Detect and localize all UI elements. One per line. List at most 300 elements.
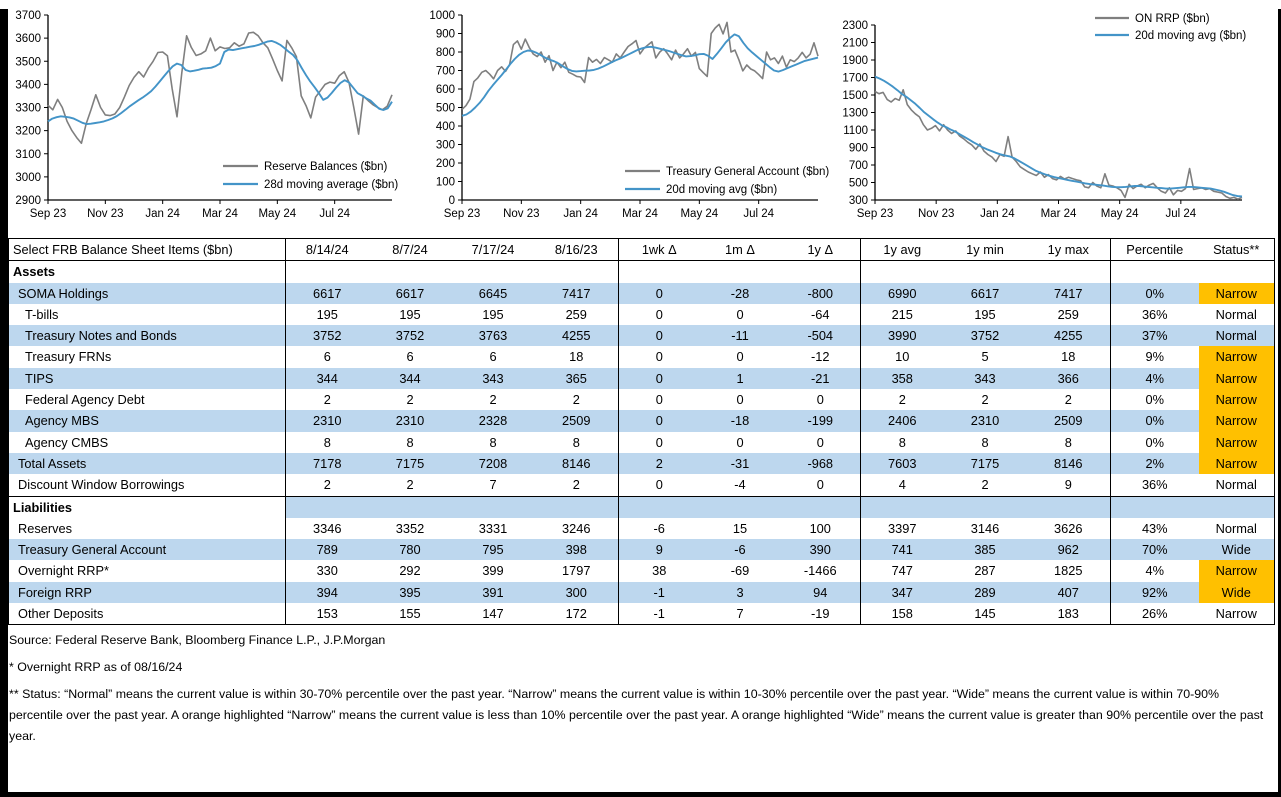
y-tick-label: 3100: [15, 148, 41, 161]
y-tick-label: 600: [435, 84, 455, 96]
y-tick-label: 1300: [842, 107, 868, 120]
row-label: TIPS: [9, 368, 286, 389]
value-cell: 26%: [1111, 603, 1199, 625]
status-cell: Narrow: [1199, 410, 1275, 431]
value-cell: -28: [700, 283, 781, 304]
y-tick-label: 300: [435, 139, 455, 152]
empty-cell: [1199, 496, 1275, 518]
column-header: 8/14/24: [286, 239, 369, 261]
empty-cell: [781, 261, 861, 283]
value-cell: 147: [482, 606, 504, 622]
status-cell: Normal: [1199, 325, 1275, 346]
value-cell: 962: [1027, 539, 1111, 560]
table-row: [9, 325, 1275, 346]
header-row: [9, 239, 1275, 261]
row-label: Discount Window Borrowings: [18, 477, 185, 493]
y-tick-label: 900: [435, 28, 455, 41]
value-cell: 259: [1057, 306, 1079, 322]
value-cell: 9%: [1111, 346, 1199, 367]
value-cell: 6: [286, 346, 369, 367]
value-cell: 7175: [944, 453, 1027, 474]
value-cell: 8: [572, 434, 580, 450]
empty-cell: [535, 261, 619, 283]
value-cell: 0%: [1111, 283, 1199, 304]
empty-cell: [1027, 261, 1111, 283]
empty-cell: [286, 261, 369, 283]
value-cell: -6: [619, 518, 700, 539]
value-cell: 330: [286, 560, 369, 581]
value-cell: 36%: [1111, 474, 1199, 496]
value-cell: 0: [619, 474, 700, 496]
legend-label: Treasury General Account ($bn): [666, 166, 830, 178]
empty-cell: [369, 261, 452, 283]
legend-label: 20d moving avg ($bn): [1135, 30, 1247, 42]
value-cell: 398: [535, 539, 619, 560]
value-cell: 2310: [369, 410, 452, 431]
column-header: 1wk Δ: [619, 239, 700, 261]
value-cell: 2: [286, 389, 369, 410]
column-header: 1y avg: [861, 239, 944, 261]
value-cell: 0%: [1111, 410, 1199, 431]
value-cell: 6617: [286, 283, 369, 304]
y-tick-label: 100: [435, 176, 455, 189]
value-cell: 3346: [286, 518, 369, 539]
value-cell: -69: [730, 563, 750, 579]
y-tick-label: 1100: [843, 125, 868, 137]
value-cell: -1: [619, 603, 700, 625]
x-tick-label: May 24: [1100, 208, 1139, 220]
value-cell: -21: [781, 368, 861, 389]
value-cell: 2: [286, 474, 369, 496]
table-body: [9, 261, 1275, 625]
value-cell: 292: [399, 563, 421, 579]
x-tick-label: Sep 23: [443, 208, 481, 220]
value-cell: 344: [286, 368, 369, 389]
value-cell: 3146: [970, 520, 1000, 536]
value-cell: 343: [944, 368, 1027, 389]
value-cell: 344: [369, 368, 452, 389]
value-cell: 0: [619, 432, 700, 453]
value-cell: 43%: [1111, 518, 1199, 539]
value-cell: 2406: [861, 410, 944, 431]
column-header: 1y Δ: [807, 242, 834, 257]
value-cell: 1: [700, 368, 781, 389]
value-cell: 399: [482, 563, 504, 579]
value-cell: 36%: [1111, 304, 1199, 325]
table-header: [9, 239, 1275, 261]
series-line: [48, 41, 392, 124]
y-tick-label: 3300: [15, 102, 41, 115]
value-cell: 8: [406, 434, 414, 450]
value-cell: 259: [565, 306, 587, 322]
value-cell: 145: [974, 606, 996, 622]
overnight-rrp-note: * Overnight RRP as of 08/16/24: [9, 660, 183, 675]
chart-reserve-balances: [8, 8, 420, 236]
value-cell: 741: [861, 539, 944, 560]
table-row: [9, 582, 1275, 603]
value-cell: 2: [406, 477, 414, 493]
y-tick-label: 400: [435, 121, 455, 133]
value-cell: 2: [572, 392, 580, 408]
value-cell: 9: [1064, 477, 1072, 493]
legend-label: 20d moving avg ($bn): [666, 184, 778, 196]
x-tick-label: Jul 24: [319, 208, 351, 220]
y-tick-label: 1500: [842, 90, 868, 102]
y-tick-label: 900: [848, 142, 868, 155]
value-cell: -1466: [803, 563, 837, 579]
x-tick-label: Mar 24: [1040, 208, 1077, 220]
value-cell: -6: [700, 539, 781, 560]
value-cell: 37%: [1111, 325, 1199, 346]
series-line: [462, 22, 818, 109]
value-cell: 6990: [861, 283, 944, 304]
value-cell: 2: [619, 453, 700, 474]
value-cell: -12: [811, 349, 830, 365]
page-frame-bottom: [0, 792, 1281, 797]
column-header: Select FRB Balance Sheet Items ($bn): [13, 242, 233, 257]
value-cell: -800: [781, 283, 861, 304]
value-cell: 3752: [369, 325, 452, 346]
table-row: [9, 518, 1275, 539]
value-cell: 3397: [861, 518, 944, 539]
value-cell: 0: [619, 346, 700, 367]
x-tick-label: Jul 24: [743, 208, 775, 220]
table-row: [9, 389, 1275, 410]
row-label: Other Deposits: [18, 606, 104, 622]
value-cell: 2: [981, 392, 989, 408]
row-label: Liabilities: [13, 499, 73, 515]
value-cell: 795: [452, 539, 535, 560]
value-cell: 153: [286, 603, 369, 625]
value-cell: 7178: [286, 453, 369, 474]
empty-cell: [1027, 496, 1111, 518]
y-tick-label: 1700: [842, 72, 868, 85]
y-tick-label: 200: [435, 158, 455, 170]
value-cell: 4: [861, 474, 944, 496]
empty-cell: [1111, 496, 1199, 518]
value-cell: 343: [452, 368, 535, 389]
row-label: Federal Agency Debt: [25, 392, 145, 408]
status-cell: Narrow: [1199, 432, 1275, 453]
value-cell: 289: [944, 582, 1027, 603]
legend-label: 28d moving average ($bn): [264, 179, 399, 191]
value-cell: -11: [700, 325, 781, 346]
value-cell: 6645: [452, 283, 535, 304]
value-cell: 92%: [1111, 582, 1199, 603]
value-cell: 8146: [1027, 453, 1111, 474]
value-cell: -18: [700, 410, 781, 431]
y-tick-label: 3400: [15, 79, 41, 92]
x-tick-label: Nov 23: [917, 208, 955, 220]
value-cell: 195: [286, 304, 369, 325]
empty-cell: [619, 496, 700, 518]
value-cell: 2: [861, 389, 944, 410]
y-tick-label: 300: [848, 195, 868, 207]
y-tick-label: 500: [435, 102, 455, 115]
y-tick-label: 3000: [15, 171, 41, 184]
value-cell: 8: [489, 434, 497, 450]
column-header: 1y min: [966, 242, 1004, 257]
value-cell: -1: [619, 582, 700, 603]
value-cell: 15: [732, 520, 748, 536]
value-cell: 3752: [286, 325, 369, 346]
status-cell: Narrow: [1199, 346, 1275, 367]
y-tick-label: 2900: [15, 195, 41, 207]
value-cell: 155: [399, 606, 421, 622]
status-cell: Narrow: [1199, 368, 1275, 389]
value-cell: 3331: [478, 520, 508, 536]
series-line: [875, 90, 1242, 199]
value-cell: 0: [736, 392, 744, 408]
value-cell: 390: [781, 539, 861, 560]
x-tick-label: Sep 23: [856, 208, 894, 220]
y-tick-label: 700: [848, 160, 868, 172]
value-cell: 2509: [1027, 410, 1111, 431]
table-row: [9, 539, 1275, 560]
x-tick-label: May 24: [258, 208, 297, 220]
value-cell: 0: [619, 389, 700, 410]
value-cell: 394: [286, 582, 369, 603]
table-row: [9, 453, 1275, 474]
y-tick-label: 500: [848, 177, 868, 190]
series-line: [48, 32, 392, 143]
status-cell: Normal: [1215, 520, 1257, 536]
row-label: Treasury General Account: [9, 539, 286, 560]
value-cell: 3246: [562, 520, 591, 536]
value-cell: 0: [619, 283, 700, 304]
row-label: T-bills: [25, 306, 59, 322]
value-cell: 6: [489, 349, 497, 365]
status-cell: Normal: [1215, 477, 1257, 493]
y-tick-label: 3600: [15, 33, 41, 46]
x-tick-label: Jan 24: [980, 208, 1015, 220]
x-tick-label: Sep 23: [29, 208, 67, 220]
value-cell: 0: [736, 349, 744, 365]
value-cell: 4%: [1111, 368, 1199, 389]
legend-label: ON RRP ($bn): [1135, 13, 1210, 25]
value-cell: 8: [286, 432, 369, 453]
status-cell: Narrow: [1199, 389, 1275, 410]
column-header: Percentile: [1111, 239, 1199, 261]
page-frame-left: [0, 9, 8, 797]
series-line: [462, 34, 818, 115]
table-row: [9, 603, 1275, 625]
value-cell: -199: [781, 410, 861, 431]
value-cell: 2310: [286, 410, 369, 431]
legend-label: Reserve Balances ($bn): [264, 161, 388, 173]
empty-cell: [944, 261, 1027, 283]
value-cell: 365: [535, 368, 619, 389]
value-cell: 70%: [1111, 539, 1199, 560]
value-cell: 2310: [944, 410, 1027, 431]
empty-cell: [700, 496, 781, 518]
value-cell: 7: [489, 477, 497, 493]
value-cell: 0: [619, 304, 700, 325]
value-cell: 3: [700, 582, 781, 603]
value-cell: -31: [700, 453, 781, 474]
value-cell: 3626: [1054, 520, 1083, 536]
status-cell: Normal: [1215, 306, 1257, 322]
value-cell: 385: [944, 539, 1027, 560]
value-cell: 195: [974, 306, 996, 322]
status-cell: Wide: [1199, 539, 1275, 560]
value-cell: 3990: [861, 325, 944, 346]
column-header: Status**: [1213, 242, 1260, 257]
charts-row: [0, 0, 1281, 238]
value-cell: 287: [974, 563, 996, 579]
status-cell: Narrow: [1199, 560, 1275, 581]
status-definition-note: ** Status: “Normal” means the current value is within 30-70% percentile over the past year. “Narrow” means the current value is within 10-30% percentile over the past year. “Wide” means the current value is within 70-90% percentile over the past year. A orange highlighted “Narrow” means the current value is less than 10% percentile over the past year. A orange highlighted “Wide” means the current value is greater than 90% percentile over the past year.: [9, 687, 1264, 744]
table-row: [9, 474, 1275, 496]
value-cell: 4255: [535, 325, 619, 346]
y-tick-label: 3500: [15, 56, 41, 69]
value-cell: 195: [399, 306, 421, 322]
value-cell: 6: [406, 349, 414, 365]
value-cell: 2: [572, 477, 580, 493]
value-cell: 747: [861, 560, 944, 581]
table-row: [9, 560, 1275, 581]
value-cell: 3763: [452, 325, 535, 346]
y-tick-label: 3200: [15, 125, 41, 138]
x-tick-label: Mar 24: [622, 208, 658, 220]
value-cell: 358: [861, 368, 944, 389]
footnotes: [9, 630, 1277, 747]
empty-cell: [369, 496, 452, 518]
value-cell: 6617: [369, 283, 452, 304]
value-cell: 183: [1057, 606, 1079, 622]
table-row: [9, 283, 1275, 304]
column-header: 1m Δ: [725, 242, 755, 257]
row-label: Agency CMBS: [25, 434, 109, 450]
value-cell: 7208: [452, 453, 535, 474]
section-row: [9, 496, 1275, 518]
value-cell: 780: [369, 539, 452, 560]
value-cell: 3752: [944, 325, 1027, 346]
value-cell: 0: [736, 434, 744, 450]
value-cell: 10: [861, 346, 944, 367]
chart-on-rrp: [840, 8, 1276, 236]
table-row: [9, 432, 1275, 453]
value-cell: -968: [781, 453, 861, 474]
value-cell: -64: [811, 306, 830, 322]
y-tick-label: 700: [435, 65, 455, 78]
chart-treasury-general-account: [428, 8, 850, 236]
value-cell: 0: [619, 368, 700, 389]
value-cell: 347: [861, 582, 944, 603]
value-cell: 7175: [369, 453, 452, 474]
value-cell: 18: [1061, 349, 1076, 365]
value-cell: 2328: [452, 410, 535, 431]
empty-cell: [286, 496, 369, 518]
value-cell: 4%: [1111, 560, 1199, 581]
row-label: Total Assets: [9, 453, 286, 474]
y-tick-label: 800: [435, 47, 455, 59]
value-cell: 5: [981, 349, 989, 365]
table-row: [9, 304, 1275, 325]
value-cell: 8: [861, 432, 944, 453]
empty-cell: [452, 496, 535, 518]
source-note: Source: Federal Reserve Bank, Bloomberg Finance L.P., J.P.Morgan: [9, 633, 386, 648]
value-cell: 8146: [535, 453, 619, 474]
row-label: Treasury Notes and Bonds: [9, 325, 286, 346]
empty-cell: [944, 496, 1027, 518]
column-header: 8/16/23: [554, 242, 598, 257]
value-cell: 9: [619, 539, 700, 560]
value-cell: 300: [535, 582, 619, 603]
value-cell: 366: [1027, 368, 1111, 389]
x-tick-label: Jan 24: [145, 208, 180, 220]
value-cell: 94: [781, 582, 861, 603]
value-cell: 391: [452, 582, 535, 603]
value-cell: 0%: [1111, 389, 1199, 410]
x-tick-label: May 24: [680, 208, 719, 220]
value-cell: 38: [619, 560, 700, 581]
value-cell: 0: [816, 477, 824, 493]
value-cell: 2: [981, 477, 989, 493]
row-label: Reserves: [18, 520, 73, 536]
row-label: Foreign RRP: [9, 582, 286, 603]
value-cell: 2509: [535, 410, 619, 431]
value-cell: 1797: [562, 563, 591, 579]
column-header: 8/7/24: [392, 242, 428, 257]
value-cell: 0: [816, 392, 824, 408]
empty-cell: [861, 261, 944, 283]
row-label: Treasury FRNs: [25, 349, 112, 365]
empty-cell: [1199, 261, 1275, 283]
empty-cell: [535, 496, 619, 518]
x-tick-label: Mar 24: [202, 208, 238, 220]
value-cell: 789: [286, 539, 369, 560]
value-cell: -4: [734, 477, 746, 493]
value-cell: 7417: [1027, 283, 1111, 304]
table-row: [9, 368, 1275, 389]
y-tick-label: 2100: [842, 37, 868, 50]
x-tick-label: Jan 24: [563, 208, 598, 220]
value-cell: 8: [981, 434, 989, 450]
section-row: [9, 261, 1275, 283]
value-cell: -504: [781, 325, 861, 346]
x-tick-label: Jul 24: [1165, 208, 1197, 220]
empty-cell: [1111, 261, 1199, 283]
value-cell: 8: [1064, 434, 1072, 450]
value-cell: 2: [1064, 392, 1072, 408]
y-tick-label: 2300: [842, 20, 868, 32]
value-cell: 0: [619, 410, 700, 431]
value-cell: 4255: [1027, 325, 1111, 346]
y-tick-label: 1000: [429, 10, 455, 22]
row-label: Assets: [13, 264, 55, 280]
status-cell: Narrow: [1199, 283, 1275, 304]
value-cell: 7: [736, 606, 744, 622]
value-cell: 1825: [1054, 563, 1083, 579]
value-cell: 2: [489, 392, 497, 408]
value-cell: 6617: [944, 283, 1027, 304]
x-tick-label: Nov 23: [503, 208, 540, 220]
empty-cell: [781, 496, 861, 518]
value-cell: 7603: [861, 453, 944, 474]
y-tick-label: 3700: [15, 10, 41, 22]
value-cell: 0: [816, 434, 824, 450]
status-cell: Narrow: [1215, 606, 1257, 622]
value-cell: 195: [482, 306, 504, 322]
value-cell: -19: [811, 606, 830, 622]
value-cell: 0: [736, 306, 744, 322]
value-cell: 172: [565, 606, 587, 622]
y-tick-label: 0: [448, 195, 455, 207]
row-label: SOMA Holdings: [9, 283, 286, 304]
column-header: 1y max: [1047, 242, 1089, 257]
empty-cell: [861, 496, 944, 518]
